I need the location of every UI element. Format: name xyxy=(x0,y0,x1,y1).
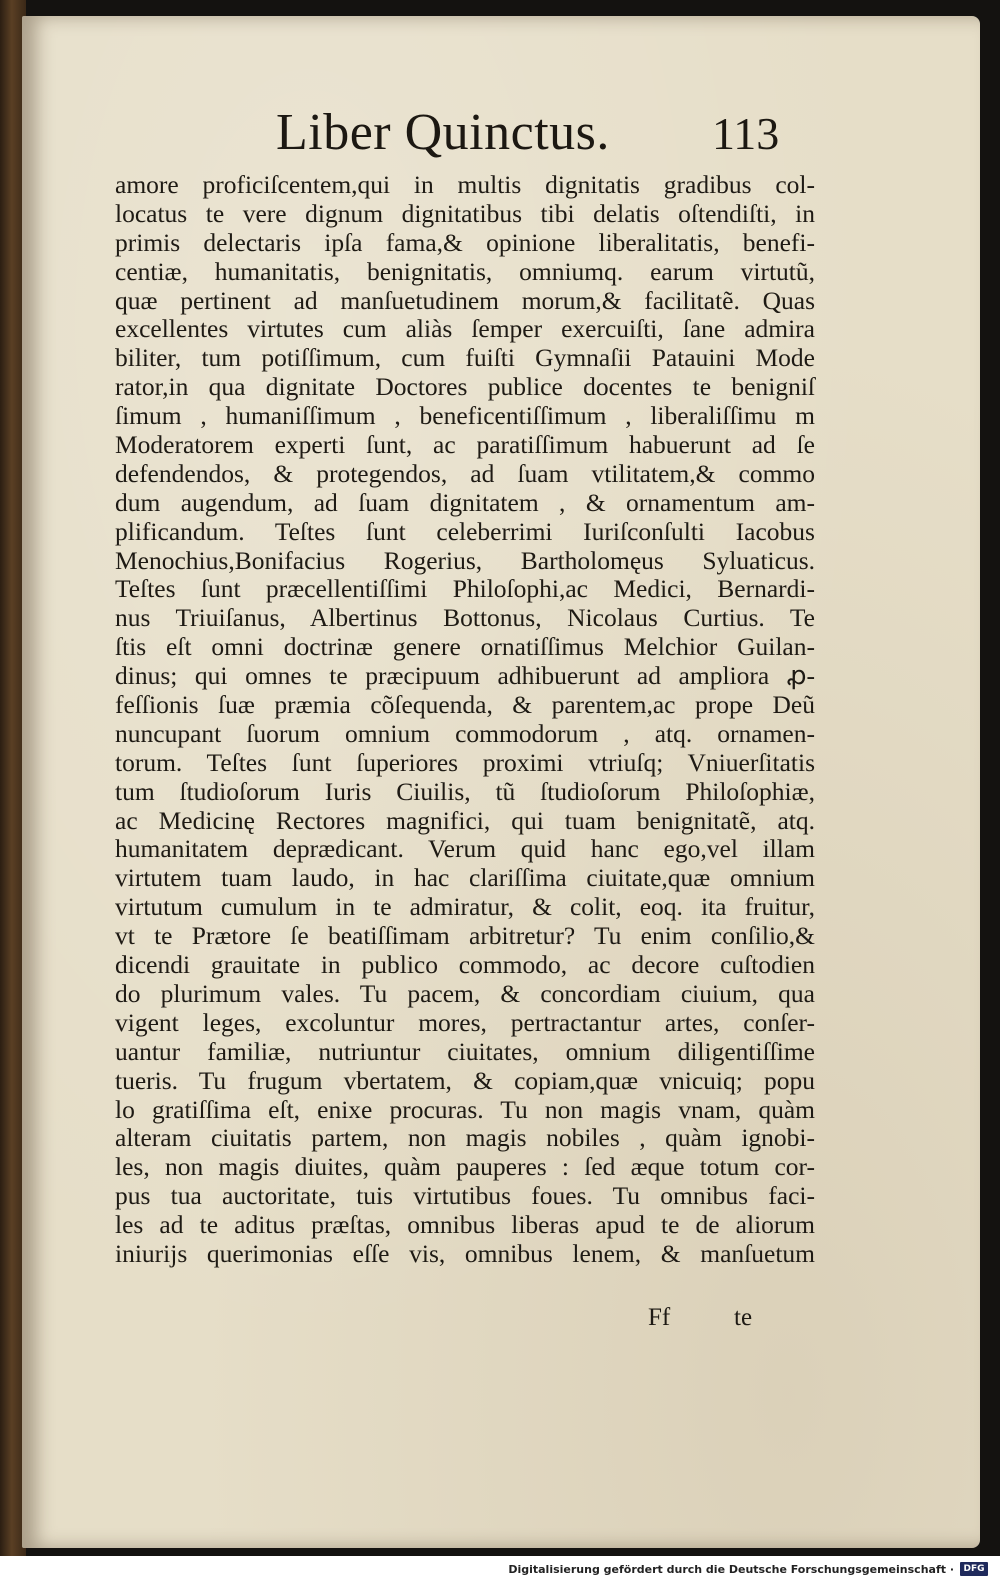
text-line: uantur familiæ, nutriuntur ciuitates, omnium diligentiſſime xyxy=(115,1036,815,1066)
text-line: centiæ, humanitatis, benignitatis, omniumq. earum virtutũ, xyxy=(115,256,815,286)
text-line: locatus te vere dignum dignitatibus tibi delatis oſtendiſti, in xyxy=(115,198,815,228)
text-line: ac Medicinę Rectores magnifici, qui tuam benignitatẽ, atq. xyxy=(115,805,815,835)
text-line: do plurimum vales. Tu pacem, & concordiam ciuium, qua xyxy=(115,978,815,1008)
text-line: Moderatorem experti ſunt, ac paratiſſimum habuerunt ad ſe xyxy=(115,430,815,460)
page-number: 113 xyxy=(712,108,780,159)
text-line: nus Triuiſanus, Albertinus Bottonus, Nicolaus Curtius. Te xyxy=(115,603,815,633)
text-line: nuncupant ſuorum omnium commodorum , atq. ornamen- xyxy=(115,718,815,748)
text-line: defendendos, & protegendos, ad ſuam vtilitatem,& commo xyxy=(115,458,815,488)
text-line: biliter, tum potiſſimum, cum fuiſti Gymnaſii Patauini Mode xyxy=(115,343,815,373)
book-page xyxy=(22,16,980,1548)
text-line: pus tua auctoritate, tuis virtutibus foues. Tu omnibus faci- xyxy=(115,1181,815,1211)
text-line: alteram ciuitatis partem, non magis nobiles , quàm ignobi- xyxy=(115,1123,815,1153)
text-line: les, non magis diuites, quàm pauperes : ſed æque totum cor- xyxy=(115,1152,815,1182)
text-line: amore proficiſcentem,qui in multis dignitatis gradibus col- xyxy=(115,170,815,199)
dfg-logo-icon: DFG xyxy=(960,1562,988,1576)
text-line: plificandum. Teſtes ſunt celeberrimi Iuriſconſulti Iacobus xyxy=(115,516,815,546)
text-line: quæ pertinent ad manſuetudinem morum,& facilitatẽ. Quas xyxy=(115,285,815,315)
text-line: les ad te aditus præſtas, omnibus liberas apud te de aliorum xyxy=(115,1210,815,1240)
text-line: ſimum , humaniſſimum , beneficentiſſimum , liberaliſſimu m xyxy=(115,401,815,431)
text-line: iniurijs querimonias eſſe vis, omnibus lenem, & manſuetum xyxy=(115,1238,815,1268)
signature-mark: Ff xyxy=(648,1304,671,1331)
text-line: tueris. Tu frugum vbertatem, & copiam,quæ vnicuiq; popu xyxy=(115,1065,815,1095)
text-line: tum ſtudioſorum Iuris Ciuilis, tũ ſtudioſorum Philoſophiæ, xyxy=(115,776,815,806)
text-line: vigent leges, excoluntur mores, pertractantur artes, conſer- xyxy=(115,1007,815,1037)
body-text xyxy=(115,171,815,1269)
text-line: Menochius,Bonifacius Rogerius, Bartholomęus Syluaticus. xyxy=(115,545,815,575)
text-line: primis delectaris ipſa fama,& opinione liberalitatis, benefi- xyxy=(115,227,815,257)
catchword-line xyxy=(22,1304,980,1336)
page-header xyxy=(22,102,980,172)
text-line: vt te Prætore ſe beatiſſimam arbitretur? Tu enim conſilio,& xyxy=(115,921,815,951)
text-line: lo gratiſſima eſt, enixe procuras. Tu non magis vnam, quàm xyxy=(115,1094,815,1124)
text-line: torum. Teſtes ſunt ſuperiores proximi vtriuſq; Vniuerſitatis xyxy=(115,747,815,777)
text-line: virtutum cumulum in te admiratur, & colit, eoq. ita fruitur, xyxy=(115,892,815,922)
footer-bar xyxy=(0,1556,1000,1584)
running-title: Liber Quinctus. xyxy=(276,104,610,161)
text-line: rator,in qua dignitate Doctores publice docentes te benigniſ xyxy=(115,372,815,402)
text-line: dicendi grauitate in publico commodo, ac decore cuſtodien xyxy=(115,950,815,980)
text-line: feſſionis ſuæ præmia cõſequenda, & parentem,ac prope Deũ xyxy=(115,690,815,720)
text-line: virtutem tuam laudo, in hac clariſſima ciuitate,quæ omnium xyxy=(115,863,815,893)
footer-credit: Digitalisierung gefördert durch die Deutsche Forschungsgemeinschaft · xyxy=(508,1563,954,1576)
text-line: dum augendum, ad ſuam dignitatem , & ornamentum am- xyxy=(115,487,815,517)
text-line: Teſtes ſunt præcellentiſſimi Philoſophi,ac Medici, Bernardi- xyxy=(115,574,815,604)
text-line: dinus; qui omnes te præcipuum adhibuerunt ad ampliora ꝓ- xyxy=(115,661,815,691)
text-line: ſtis eſt omni doctrinæ genere ornatiſſimus Melchior Guilan- xyxy=(115,632,815,662)
catchword: te xyxy=(734,1304,753,1331)
text-line: humanitatem deprædicant. Verum quid hanc ego,vel illam xyxy=(115,834,815,864)
text-line: excellentes virtutes cum aliàs ſemper exercuiſti, ſane admira xyxy=(115,314,815,344)
